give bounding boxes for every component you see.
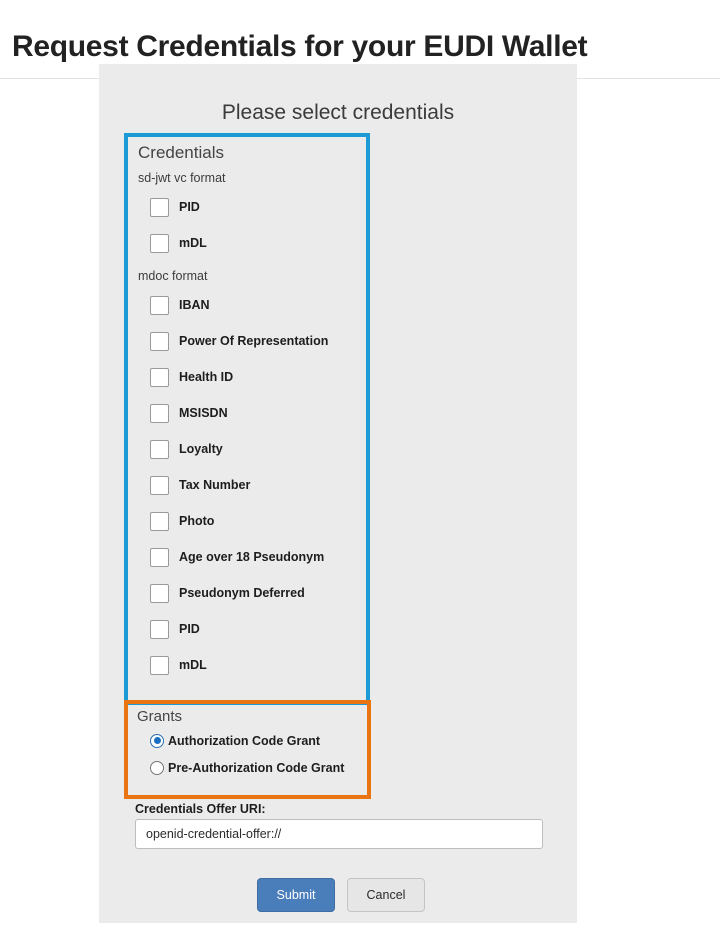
- request-credentials-panel: [99, 64, 577, 923]
- credential-option-power-of-representation[interactable]: [134, 323, 366, 359]
- checkbox-icon[interactable]: [150, 198, 169, 217]
- checkbox-icon[interactable]: [150, 656, 169, 675]
- format-label-mdoc: mdoc format: [138, 269, 208, 283]
- credential-option-photo[interactable]: [134, 503, 366, 539]
- credentials-offer-uri-input[interactable]: [135, 819, 543, 849]
- grant-option-pre-authorization-code[interactable]: [134, 754, 367, 781]
- grant-option-authorization-code[interactable]: [134, 727, 367, 754]
- credential-option-iban[interactable]: [134, 287, 366, 323]
- checkbox-icon[interactable]: [150, 234, 169, 253]
- checkbox-icon[interactable]: [150, 476, 169, 495]
- checkbox-icon[interactable]: [150, 548, 169, 567]
- grants-group: [124, 700, 371, 799]
- credentials-group-title: Credentials: [138, 143, 224, 162]
- credential-option-mdl-sdjwt[interactable]: [134, 225, 366, 261]
- page-title: Request Credentials for your EUDI Wallet: [0, 20, 720, 79]
- credential-label: Pseudonym Deferred: [179, 586, 305, 600]
- checkbox-icon[interactable]: [150, 404, 169, 423]
- credential-label: mDL: [179, 236, 207, 250]
- checkbox-icon[interactable]: [150, 512, 169, 531]
- credential-option-pseudonym-deferred[interactable]: [134, 575, 366, 611]
- credential-label: Photo: [179, 514, 215, 528]
- credential-label: PID: [179, 622, 200, 636]
- credential-option-loyalty[interactable]: [134, 431, 366, 467]
- checkbox-icon[interactable]: [150, 584, 169, 603]
- panel-heading: Please select credentials: [221, 101, 455, 124]
- checkbox-icon[interactable]: [150, 296, 169, 315]
- credential-option-health-id[interactable]: [134, 359, 366, 395]
- credentials-offer-uri-label: Credentials Offer URI:: [135, 802, 266, 816]
- checkbox-icon[interactable]: [150, 332, 169, 351]
- radio-unselected-icon[interactable]: [150, 761, 164, 775]
- form-actions: [257, 878, 425, 912]
- credential-option-age-over-18-pseudonym[interactable]: [134, 539, 366, 575]
- credential-option-pid-mdoc[interactable]: [134, 611, 366, 647]
- checkbox-icon[interactable]: [150, 440, 169, 459]
- credential-option-mdl-mdoc[interactable]: [134, 647, 366, 683]
- credential-label: IBAN: [179, 298, 210, 312]
- grant-label: Authorization Code Grant: [168, 733, 321, 748]
- credential-label: mDL: [179, 658, 207, 672]
- credentials-group: [124, 133, 370, 705]
- credential-label: MSISDN: [179, 406, 228, 420]
- checkbox-icon[interactable]: [150, 620, 169, 639]
- credential-label: Power Of Representation: [179, 334, 329, 348]
- grant-label: Pre-Authorization Code Grant: [168, 760, 345, 775]
- credential-label: Tax Number: [179, 478, 251, 492]
- credential-label: Loyalty: [179, 442, 223, 456]
- radio-selected-icon[interactable]: [150, 734, 164, 748]
- credential-label: Age over 18 Pseudonym: [179, 550, 325, 564]
- credential-option-tax-number[interactable]: [134, 467, 366, 503]
- submit-button[interactable]: Submit: [257, 878, 335, 912]
- grants-group-title: Grants: [137, 708, 183, 725]
- checkbox-icon[interactable]: [150, 368, 169, 387]
- cancel-button[interactable]: Cancel: [347, 878, 425, 912]
- credential-option-msisdn[interactable]: [134, 395, 366, 431]
- credential-label: Health ID: [179, 370, 234, 384]
- credential-option-pid-sdjwt[interactable]: [134, 189, 366, 225]
- format-label-sd-jwt: sd-jwt vc format: [138, 171, 226, 185]
- credential-label: PID: [179, 200, 200, 214]
